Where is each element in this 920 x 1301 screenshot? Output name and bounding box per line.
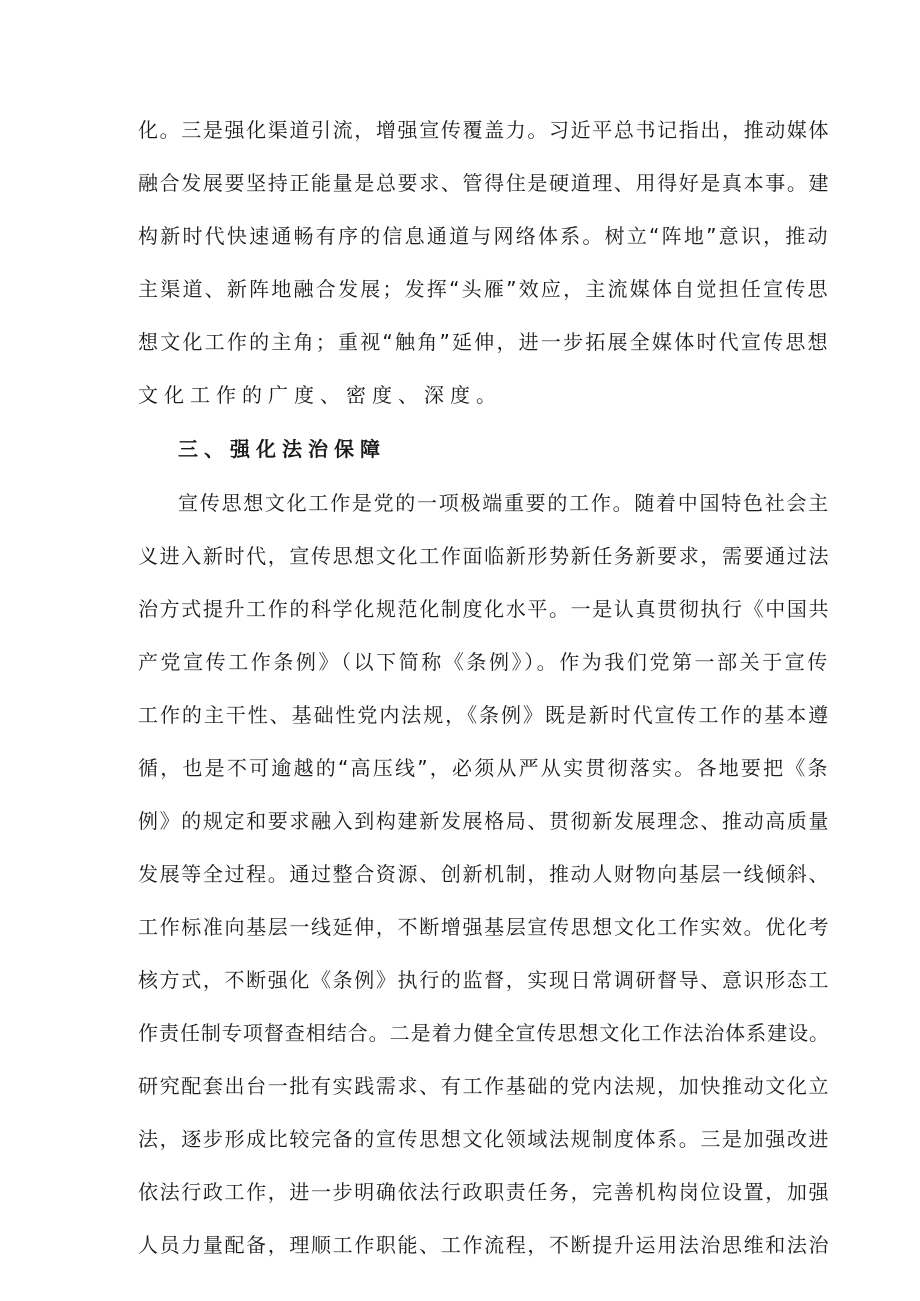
- text-line: 化。三是强化渠道引流，增强宣传覆盖力。习近平总书记指出，推动媒体: [138, 118, 831, 142]
- text-line: 治方式提升工作的科学化规范化制度化水平。一是认真贯彻执行《中国共: [138, 597, 831, 621]
- text-line: 主渠道、新阵地融合发展；发挥“头雁”效应，主流媒体自觉担任宣传思: [138, 277, 830, 301]
- text-line: 研究配套出台一批有实践需求、有工作基础的党内法规，加快推动文化立: [138, 1074, 831, 1098]
- text-line: 循，也是不可逾越的“高压线”，必须从严从实贯彻落实。各地要把《条: [138, 756, 830, 780]
- text-line: 文化工作的广度、密度、深度。: [138, 383, 502, 407]
- text-line: 想文化工作的主角；重视“触角”延伸，进一步拓展全媒体时代宣传思想: [138, 330, 830, 354]
- text-line: 融合发展要坚持正能量是总要求、管得住是硬道理、用得好是真本事。建: [138, 171, 831, 195]
- text-line: 发展等全过程。通过整合资源、创新机制，推动人财物向基层一线倾斜、: [138, 862, 831, 886]
- text-line: 核方式，不断强化《条例》执行的监督，实现日常调研督导、意识形态工: [138, 968, 831, 992]
- text-line: 宣传思想文化工作是党的一项极端重要的工作。随着中国特色社会主: [178, 491, 830, 515]
- text-line: 工作的主干性、基础性党内法规，《条例》既是新时代宣传工作的基本遵: [138, 703, 831, 727]
- text-line: 例》的规定和要求融入到构建新发展格局、贯彻新发展理念、推动高质量: [138, 809, 831, 833]
- text-line: 工作标准向基层一线延伸，不断增强基层宣传思想文化工作实效。优化考: [138, 915, 831, 939]
- text-line: 依法行政工作，进一步明确依法行政职责任务，完善机构岗位设置，加强: [138, 1180, 831, 1204]
- text-line: 产党宣传工作条例》（以下简称《条例》）。作为我们党第一部关于宣传: [138, 650, 830, 674]
- section-heading: 三、强化法治保障: [178, 437, 386, 461]
- text-line: 构新时代快速通畅有序的信息通道与网络体系。树立“阵地”意识，推动: [138, 224, 830, 248]
- text-line: 作责任制专项督查相结合。二是着力健全宣传思想文化工作法治体系建设。: [138, 1021, 831, 1045]
- text-line: 人员力量配备，理顺工作职能、工作流程，不断提升运用法治思维和法治: [138, 1233, 831, 1257]
- text-line: 法，逐步形成比较完备的宣传思想文化领域法规制度体系。三是加强改进: [138, 1127, 831, 1151]
- text-line: 义进入新时代，宣传思想文化工作面临新形势新任务新要求，需要通过法: [138, 544, 831, 568]
